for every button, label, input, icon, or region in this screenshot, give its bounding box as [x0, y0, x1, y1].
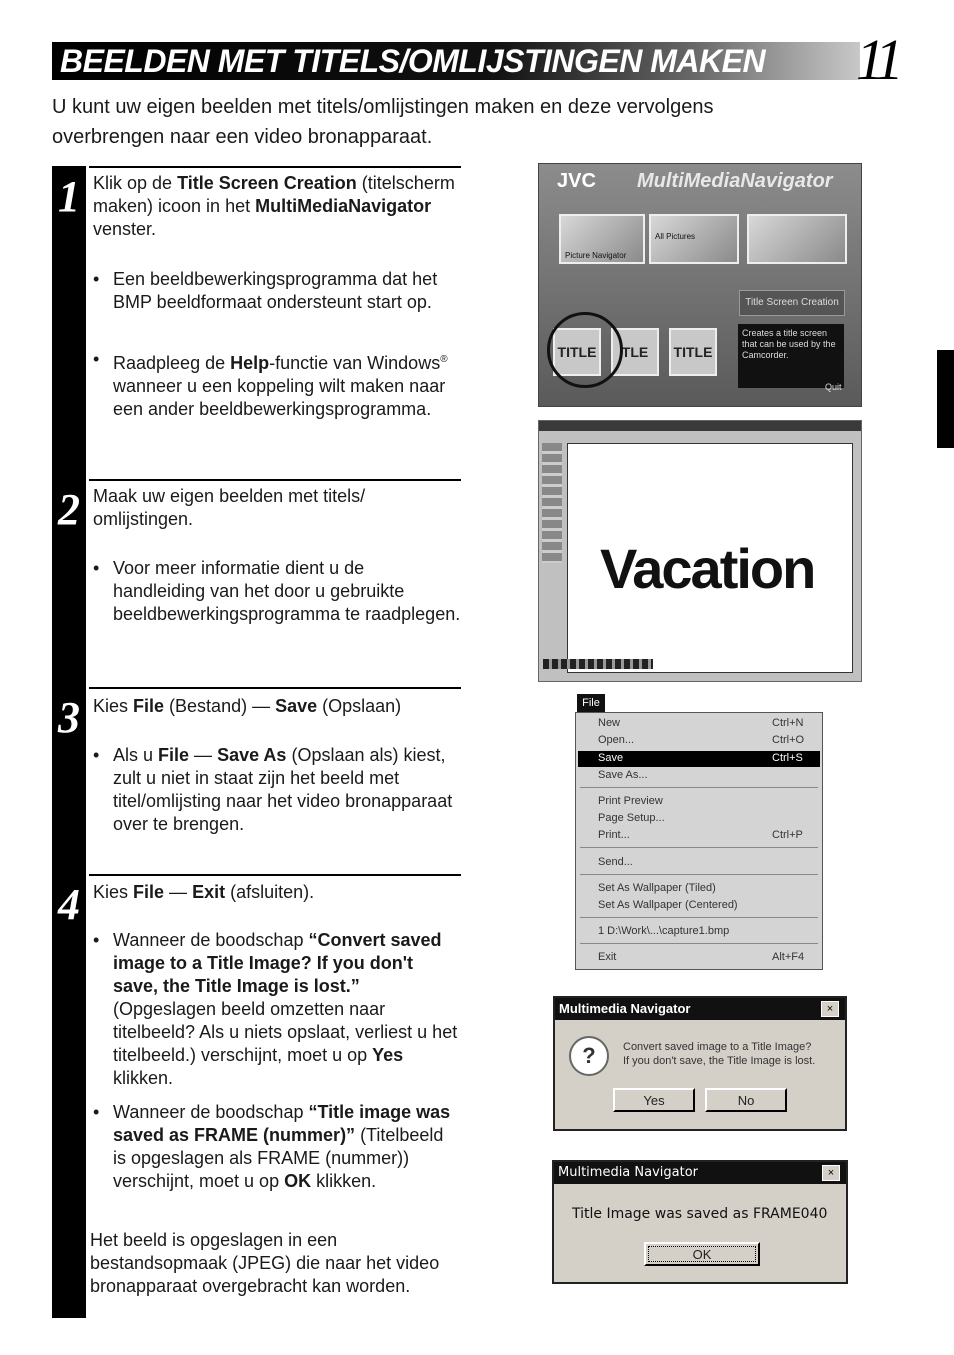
convert-dialog [553, 996, 847, 1131]
color-palette[interactable] [543, 659, 653, 669]
all-pictures-panel[interactable]: All Pictures [649, 214, 739, 264]
dialog-message: Convert saved image to a Title Image? If you don't save, the Title Image is lost. [623, 1041, 816, 1067]
menu-separator [580, 847, 818, 848]
step-rule [89, 687, 461, 689]
quit-button[interactable]: Quit [825, 382, 842, 392]
menu-shortcut: Ctrl+P [772, 829, 803, 841]
step-number: 1 [58, 172, 80, 221]
title-screen-creation-button[interactable]: Title Screen Creation [739, 290, 845, 316]
step-rule [89, 166, 461, 168]
menu-item-save-as[interactable]: Save As... [598, 769, 648, 781]
menu-item-print-preview[interactable]: Print Preview [598, 795, 663, 807]
step-1-bullet: • Een beeldbewerkingsprogramma dat het BMP beeldformaat ondersteunt start op. [93, 269, 438, 312]
highlight-circle [547, 312, 623, 388]
paint-title-bar [539, 421, 861, 431]
close-icon[interactable]: × [822, 1165, 840, 1181]
menu-item-new[interactable]: New [598, 717, 621, 729]
step-number: 4 [58, 880, 80, 929]
step-1-text: Klik op de Title Screen Creation (titelscherm maken) icoon in het MultiMediaNavigator venster. [93, 173, 455, 239]
menu-shortcut: Ctrl+S [772, 752, 803, 764]
file-menu-header[interactable]: File [577, 694, 605, 712]
menu-item-open[interactable]: Open... [598, 734, 635, 746]
menu-item-recent-file[interactable]: 1 D:\Work\...\capture1.bmp [598, 925, 730, 937]
mmn-window-screenshot [538, 163, 862, 407]
step-3-text: Kies File (Bestand) — Save (Opslaan) [93, 696, 402, 716]
menu-separator [580, 787, 818, 788]
title-edit-icon[interactable]: TLE [611, 328, 659, 376]
step-4-bullet: • Wanneer de boodschap “Convert saved image to a Title Image? If you don't save, the Title Image is lost.” (Opgeslagen beeld omzetten naar titelbeeld? Als u niets opslaat, verliest u het titelbeeld.) verschijnt, moet u op Yes klikken. [93, 930, 458, 1088]
description-box: Creates a title screen that can be used by the Camcorder. [738, 324, 844, 388]
page-number: 11 [856, 27, 898, 92]
menu-item-wallpaper-centered[interactable]: Set As Wallpaper (Centered) [598, 899, 738, 911]
paint-window-screenshot [538, 420, 862, 682]
step-4-text: Kies File — Exit (afsluiten). [93, 882, 315, 902]
section-tab-marker [937, 350, 954, 448]
intro-text: U kunt uw eigen beelden met titels/omlijstingen maken en deze vervolgens overbrengen naar een video bronapparaat. [52, 96, 714, 148]
dialog-title: Multimedia Navigator [554, 1162, 846, 1184]
menu-separator [580, 943, 818, 944]
dialog-message: Title Image was saved as FRAME040 [572, 1206, 828, 1222]
step-number: 3 [58, 693, 80, 742]
menu-item-exit[interactable]: Exit [598, 951, 617, 963]
menu-shortcut: Ctrl+O [772, 734, 805, 746]
jvc-logo: JVC [557, 170, 596, 192]
ok-button[interactable]: OK [644, 1242, 760, 1266]
dialog-title: Multimedia Navigator [555, 998, 845, 1020]
picture-navigator-panel[interactable]: Picture Navigator [559, 214, 645, 264]
step-4-bullet: • Wanneer de boodschap “Title image was saved as FRAME (nummer)” (Titelbeeld is opgeslagen als FRAME (nummer)) verschijnt, moet u op OK klikken. [93, 1102, 451, 1191]
menu-item-wallpaper-tiled[interactable]: Set As Wallpaper (Tiled) [598, 882, 716, 894]
paint-canvas[interactable] [567, 443, 853, 673]
file-menu [575, 712, 823, 970]
title-frame-icon[interactable]: TITLE [669, 328, 717, 376]
step-2-text: Maak uw eigen beelden met titels/ omlijstingen. [93, 486, 366, 529]
no-button[interactable]: No [705, 1088, 787, 1112]
mmn-title: MultiMediaNavigator [637, 170, 833, 192]
file-menu-screenshot [575, 694, 825, 972]
paint-toolbox[interactable] [542, 443, 562, 563]
yes-button[interactable]: Yes [613, 1088, 695, 1112]
menu-item-print[interactable]: Print... [598, 829, 630, 841]
step-2-bullet: • Voor meer informatie dient u de handleiding van het door u gebruikte beeldbewerkingsprogramma te raadplegen. [93, 558, 461, 624]
title-screen-icon[interactable]: TITLE [553, 328, 601, 376]
menu-item-send[interactable]: Send... [598, 856, 633, 868]
menu-separator [580, 917, 818, 918]
canvas-title-text: Vacation [600, 537, 815, 600]
menu-separator [580, 874, 818, 875]
closing-text: Het beeld is opgeslagen in een bestandsopmaak (JPEG) die naar het video bronapparaat overgebracht kan worden. [90, 1230, 440, 1296]
step-number: 2 [58, 485, 80, 534]
close-icon[interactable]: × [821, 1001, 839, 1017]
step-rule [89, 479, 461, 481]
menu-shortcut: Alt+F4 [772, 951, 805, 963]
saved-dialog [552, 1160, 848, 1284]
page-title: BEELDEN MET TITELS/OMLIJSTINGEN MAKEN [60, 43, 766, 79]
menu-shortcut: Ctrl+N [772, 717, 804, 729]
step-rule [89, 874, 461, 876]
menu-item-save[interactable]: Save [598, 752, 624, 764]
album-panel[interactable] [747, 214, 847, 264]
menu-item-page-setup[interactable]: Page Setup... [598, 812, 665, 824]
question-icon: ? [569, 1036, 609, 1076]
step-3-bullet: • Als u File — Save As (Opslaan als) kiest, zult u niet in staat zijn het beeld met titel/omlijsting naar het video bronapparaat over te brengen. [93, 745, 453, 834]
step-1-bullet: • Raadpleeg de Help-functie van Windows® wanneer u een koppeling wilt maken naar een ander beeldbewerkingsprogramma. [93, 349, 448, 419]
